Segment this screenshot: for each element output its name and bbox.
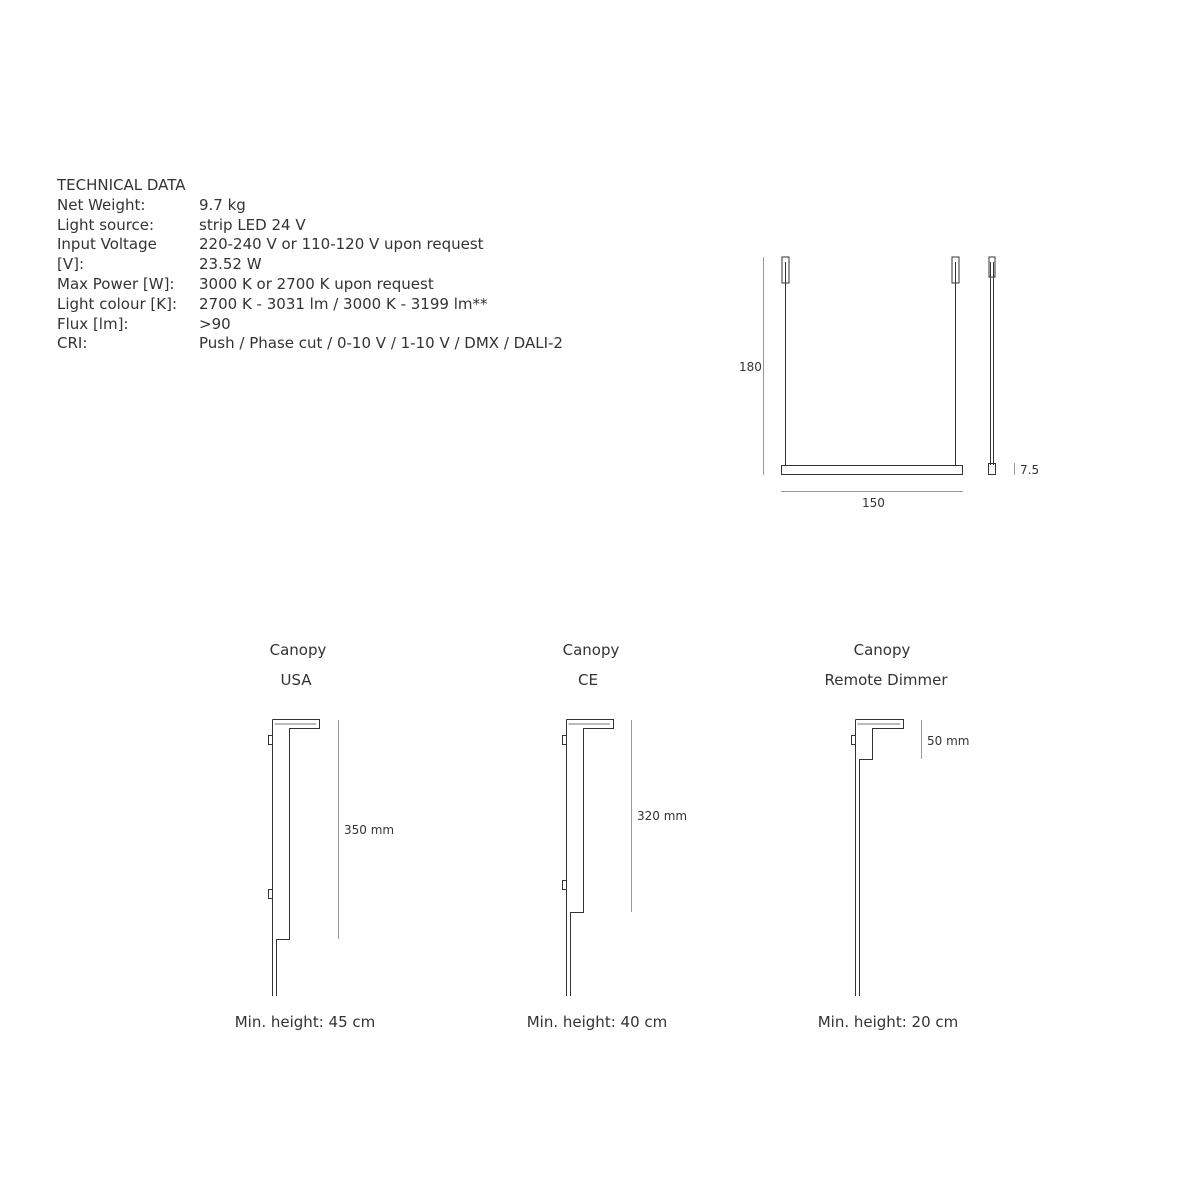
canopy-ce-clip-top (563, 736, 567, 745)
side-bar-profile (989, 464, 996, 475)
spec-label: Input Voltage (57, 235, 157, 254)
canopy-usa-outline (273, 720, 320, 997)
spec-label: Light source: (57, 215, 155, 234)
spec-value: 220-240 V or 110-120 V upon request (199, 235, 484, 254)
canopy-usa-clip-top (269, 736, 273, 745)
spec-label: Light colour [K]: (57, 294, 178, 313)
canopy-remote-min-height: Min. height: 20 cm (817, 1013, 959, 1031)
canopy-usa-min-height: Min. height: 45 cm (234, 1013, 376, 1031)
side-canopy (989, 257, 995, 277)
canopy-usa-title: Canopy (269, 641, 327, 659)
canopy-remote-title: Canopy (853, 641, 911, 659)
canopy-ce-drawing (563, 720, 632, 997)
spec-label: [V]: (57, 255, 85, 274)
spec-label: Net Weight: (57, 195, 146, 214)
spec-value: strip LED 24 V (199, 215, 306, 234)
canopy-ce-min-height: Min. height: 40 cm (526, 1013, 668, 1031)
canopy-usa-clip-bottom (269, 890, 273, 899)
light-bar (782, 466, 963, 475)
spec-value: 23.52 W (199, 255, 262, 274)
width-label: 150 (862, 496, 885, 510)
spec-value: >90 (199, 314, 231, 333)
canopy-remote-dimension: 50 mm (927, 734, 970, 748)
spec-value: 3000 K or 2700 K upon request (199, 274, 434, 293)
canopy-remote-subtitle: Remote Dimmer (824, 671, 948, 689)
canopy-ce-clip-bottom (563, 881, 567, 890)
product-drawing (764, 257, 1015, 492)
spec-value: 2700 K - 3031 lm / 3000 K - 3199 lm** (199, 294, 488, 313)
canopy-ce-outline (567, 720, 614, 997)
canopy-remote-outline (856, 720, 904, 997)
height-label: 180 (739, 360, 762, 374)
spec-label: Max Power [W]: (57, 274, 175, 293)
technical-data-title: TECHNICAL DATA (57, 176, 186, 194)
spec-value: 9.7 kg (199, 195, 246, 214)
canopy-ce-subtitle: CE (578, 671, 598, 689)
spec-label: Flux [lm]: (57, 314, 129, 333)
canopy-ce-dimension: 320 mm (637, 809, 688, 823)
spec-label: CRI: (57, 334, 88, 353)
canopy-ce-title: Canopy (562, 641, 620, 659)
canopy-usa-dimension: 350 mm (344, 823, 395, 837)
canopy-usa-subtitle: USA (280, 671, 312, 689)
canopy-usa-drawing (269, 720, 339, 997)
spec-value: Push / Phase cut / 0-10 V / 1-10 V / DMX / DALI-2 (199, 334, 563, 353)
depth-label: 7.5 (1020, 463, 1040, 477)
canopy-remote-clip (852, 736, 856, 745)
canopy-remote-drawing (852, 720, 922, 997)
